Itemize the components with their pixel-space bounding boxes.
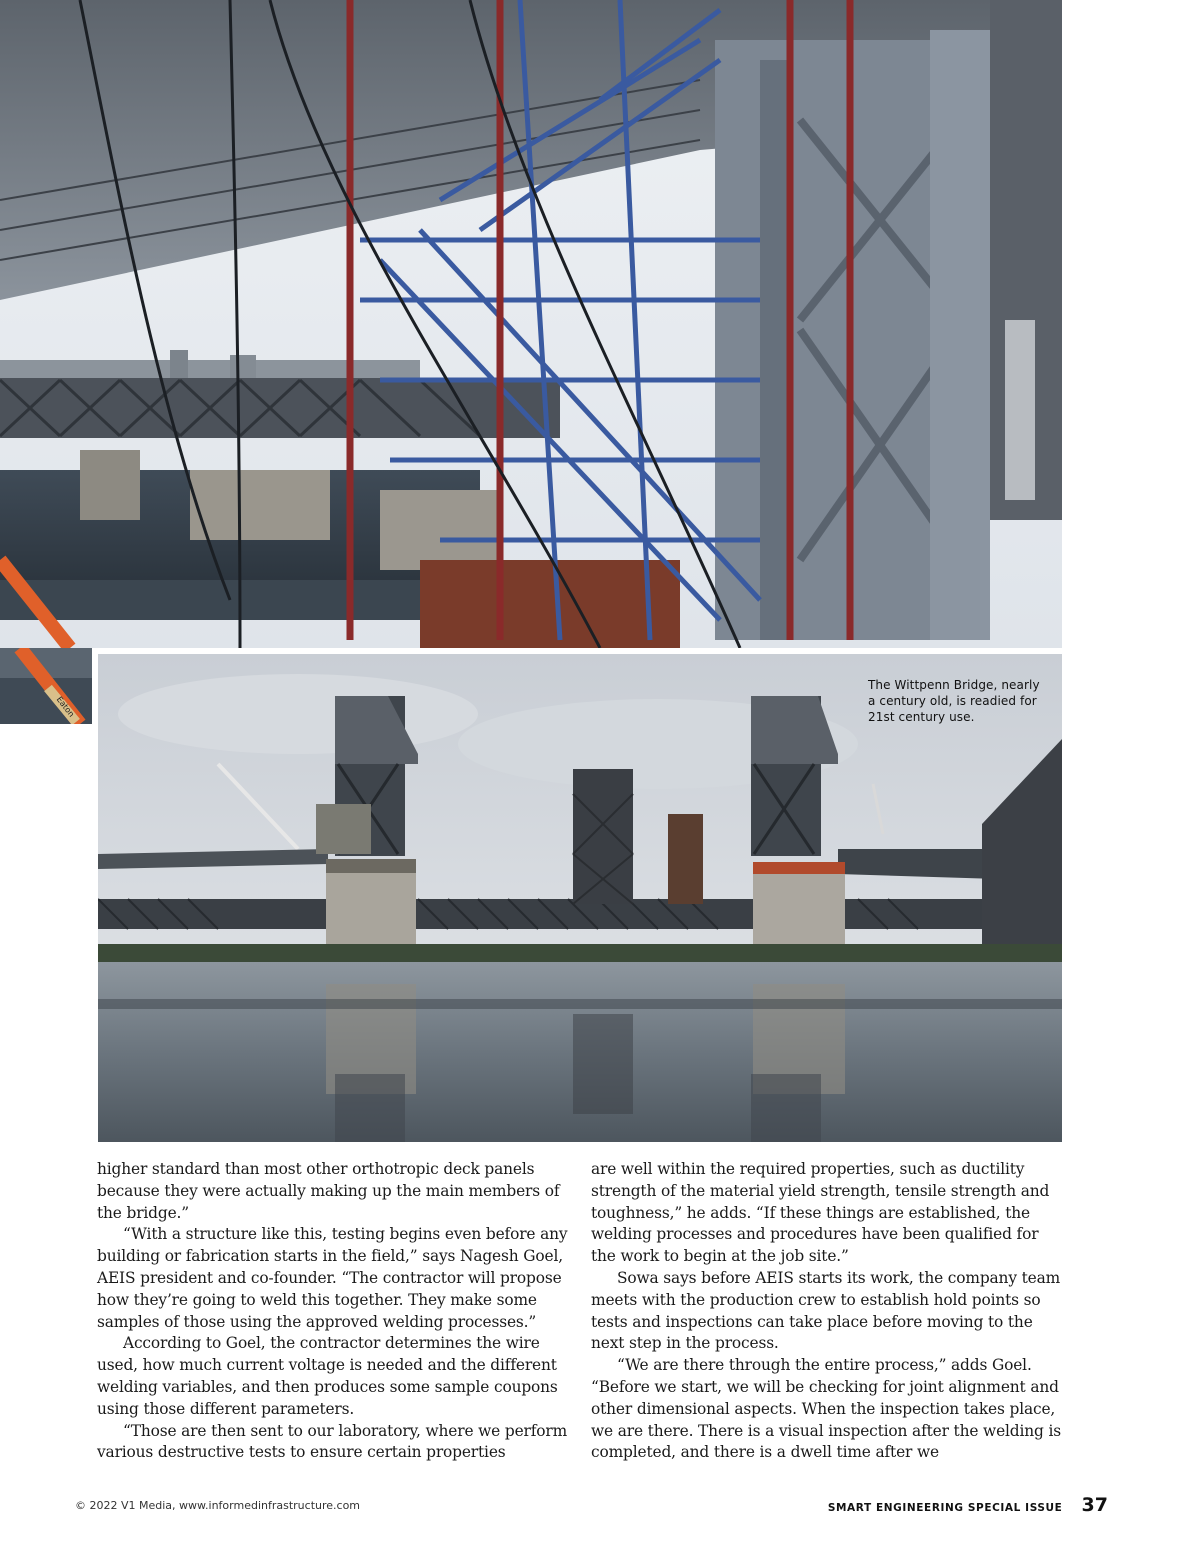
photo-bridge-underside-scaffolding (0, 0, 1062, 648)
footer-copyright: © 2022 V1 Media, www.informedinfrastructure.com (75, 1499, 361, 1512)
paragraph: According to Goel, the contractor determines the wire used, how much current voltage is needed and the different welding variables, and then produces some sample coupons using those different parameters. (97, 1334, 558, 1418)
paragraph: “We are there through the entire process,” adds Goel. “Before we start, we will be checking for joint alignment and other dimensional aspects. When the inspection takes place, we are there. There is a visual inspection after the welding is completed, and there is a dwell time after we (591, 1356, 1062, 1462)
footer-folio (828, 1494, 1108, 1516)
article-column-right (591, 1159, 1061, 1464)
page-number: 37 (1081, 1494, 1108, 1516)
photo-caption: The Wittpenn Bridge, nearly a century old, is readied for 21st century use. (868, 678, 1040, 724)
photo-inset-orange-pole (0, 648, 92, 724)
inset-label: Eaton (54, 694, 77, 719)
paragraph: “With a structure like this, testing begins even before any building or fabrication starts in the field,” says Nagesh Goel, AEIS president and co-founder. “The contractor will propose how they’re going to weld this together. They make some samples of those using the approved welding processes.” (97, 1225, 568, 1331)
photo-wittpenn-bridge (98, 654, 1062, 1142)
paragraph: Sowa says before AEIS starts its work, the company team meets with the production crew to establish hold points so tests and inspections can take place before moving to the next step in the process. (591, 1268, 1061, 1353)
paragraph: are well within the required properties, such as ductility strength of the material yield strength, tensile strength and toughness,” he adds. “If these things are established, the welding processes and procedures have been qualified for the work to begin at the job site.” (591, 1160, 1050, 1266)
paragraph: “Those are then sent to our laboratory, where we perform various destructive tests to ensure certain properties (97, 1421, 568, 1462)
paragraph: higher standard than most other orthotropic deck panels because they were actually making up the main members of the bridge.” (97, 1160, 560, 1222)
article-column-left (97, 1159, 571, 1464)
footer-issue-title: SMART ENGINEERING SPECIAL ISSUE (827, 1502, 1063, 1514)
